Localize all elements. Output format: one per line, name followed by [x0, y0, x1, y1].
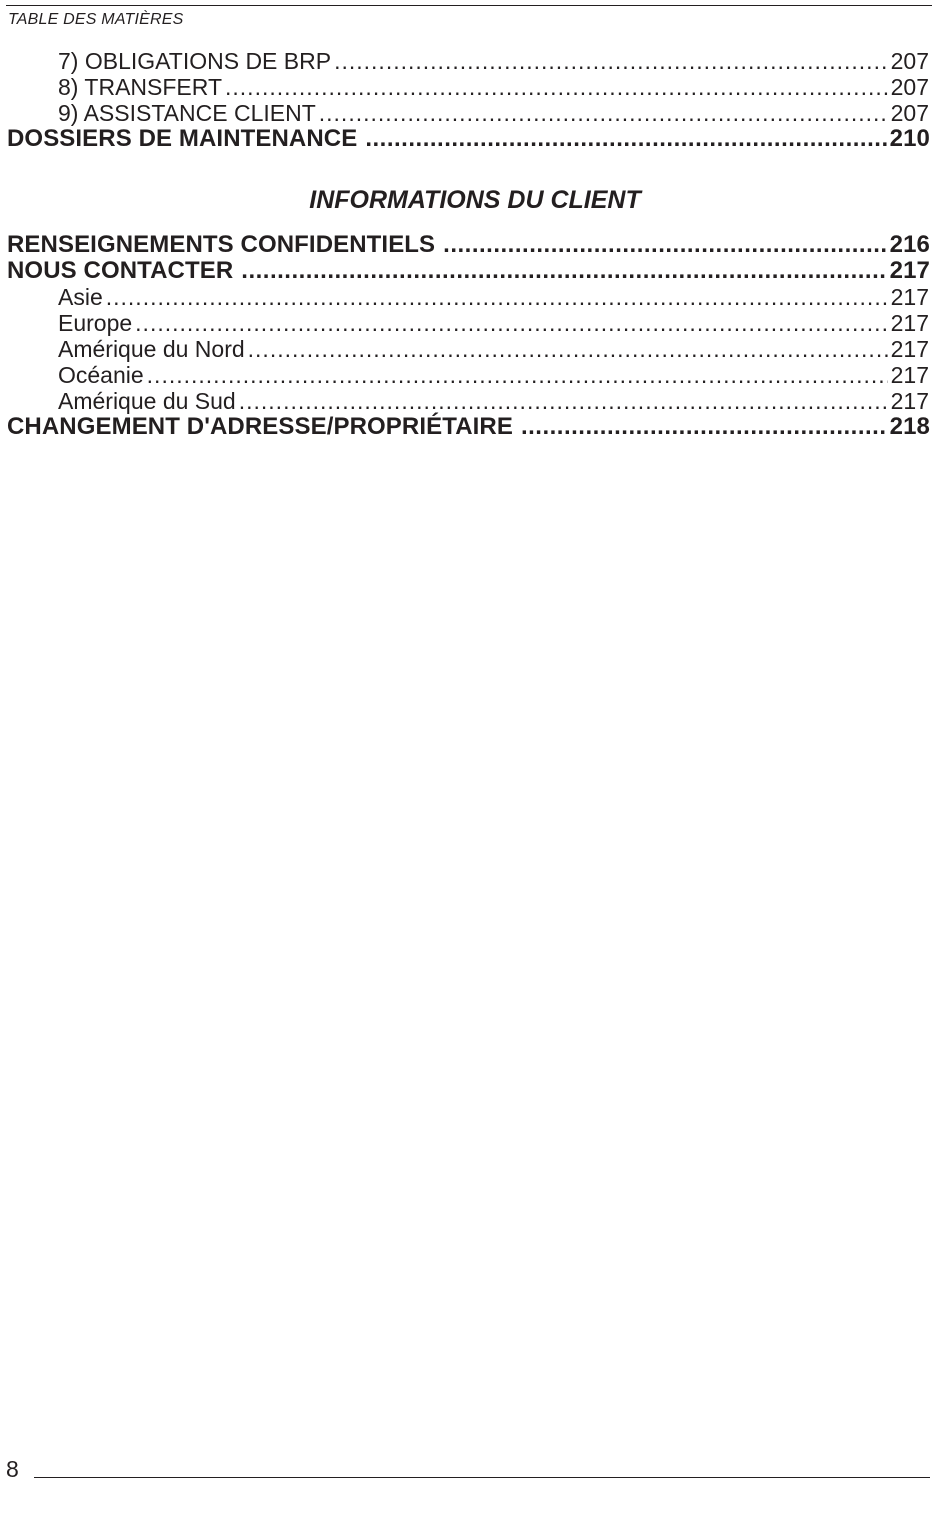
- dot-leader: [365, 126, 887, 152]
- toc-entry-page: 217: [890, 336, 929, 362]
- dot-leader: [147, 362, 888, 388]
- dot-leader: [334, 48, 888, 74]
- toc-entry-page: 207: [890, 48, 929, 74]
- table-of-contents: [0, 48, 950, 440]
- toc-entry-page: 207: [890, 100, 929, 126]
- toc-entry-label: 9) ASSISTANCE CLIENT: [58, 100, 316, 126]
- dot-leader: [239, 388, 888, 414]
- dot-leader: [248, 336, 888, 362]
- dot-leader: [135, 310, 887, 336]
- toc-entry[interactable]: [0, 232, 950, 258]
- toc-entry-page: 217: [890, 310, 929, 336]
- page-number: 8: [6, 1456, 19, 1482]
- toc-entry[interactable]: [0, 284, 950, 310]
- toc-entry-label: DOSSIERS DE MAINTENANCE: [7, 125, 358, 152]
- toc-entry[interactable]: [0, 100, 950, 126]
- toc-entry-label: Asie: [58, 284, 103, 310]
- toc-entry-page: 216: [889, 231, 930, 258]
- toc-entry-label: Europe: [58, 310, 133, 336]
- toc-entry[interactable]: [0, 126, 950, 152]
- toc-entry[interactable]: [0, 414, 950, 440]
- toc-entry[interactable]: [0, 258, 950, 284]
- toc-entry-label: NOUS CONTACTER: [7, 257, 234, 284]
- toc-entry-page: 207: [890, 74, 929, 100]
- toc-entry-label: 8) TRANSFERT: [58, 74, 223, 100]
- toc-entry-label: Océanie: [58, 362, 144, 388]
- dot-leader: [241, 258, 887, 284]
- toc-entry[interactable]: [0, 388, 950, 414]
- footer-rule: [34, 1477, 930, 1478]
- header-rule: [6, 5, 932, 6]
- toc-entry-page: 217: [890, 388, 929, 414]
- toc-entry-label: RENSEIGNEMENTS CONFIDENTIELS: [7, 231, 436, 258]
- toc-entry-label: CHANGEMENT D'ADRESSE/PROPRIÉTAIRE: [7, 413, 513, 440]
- dot-leader: [225, 74, 888, 100]
- dot-leader: [319, 100, 888, 126]
- toc-entry[interactable]: [0, 362, 950, 388]
- toc-entry-page: 218: [889, 413, 930, 440]
- dot-leader: [521, 414, 888, 440]
- toc-entry[interactable]: [0, 336, 950, 362]
- section-heading: INFORMATIONS DU CLIENT: [309, 186, 641, 214]
- toc-entry-page: 217: [889, 257, 930, 284]
- toc-entry[interactable]: [0, 74, 950, 100]
- toc-entry-page: 210: [889, 125, 930, 152]
- dot-leader: [443, 232, 887, 258]
- running-header: TABLE DES MATIÈRES: [8, 11, 184, 28]
- toc-entry[interactable]: [0, 310, 950, 336]
- toc-entry-page: 217: [890, 284, 929, 310]
- dot-leader: [106, 284, 888, 310]
- toc-entry-label: 7) OBLIGATIONS DE BRP: [58, 48, 332, 74]
- toc-entry-page: 217: [890, 362, 929, 388]
- toc-entry-label: Amérique du Nord: [58, 336, 245, 362]
- toc-entry[interactable]: [0, 48, 950, 74]
- toc-entry-label: Amérique du Sud: [58, 388, 236, 414]
